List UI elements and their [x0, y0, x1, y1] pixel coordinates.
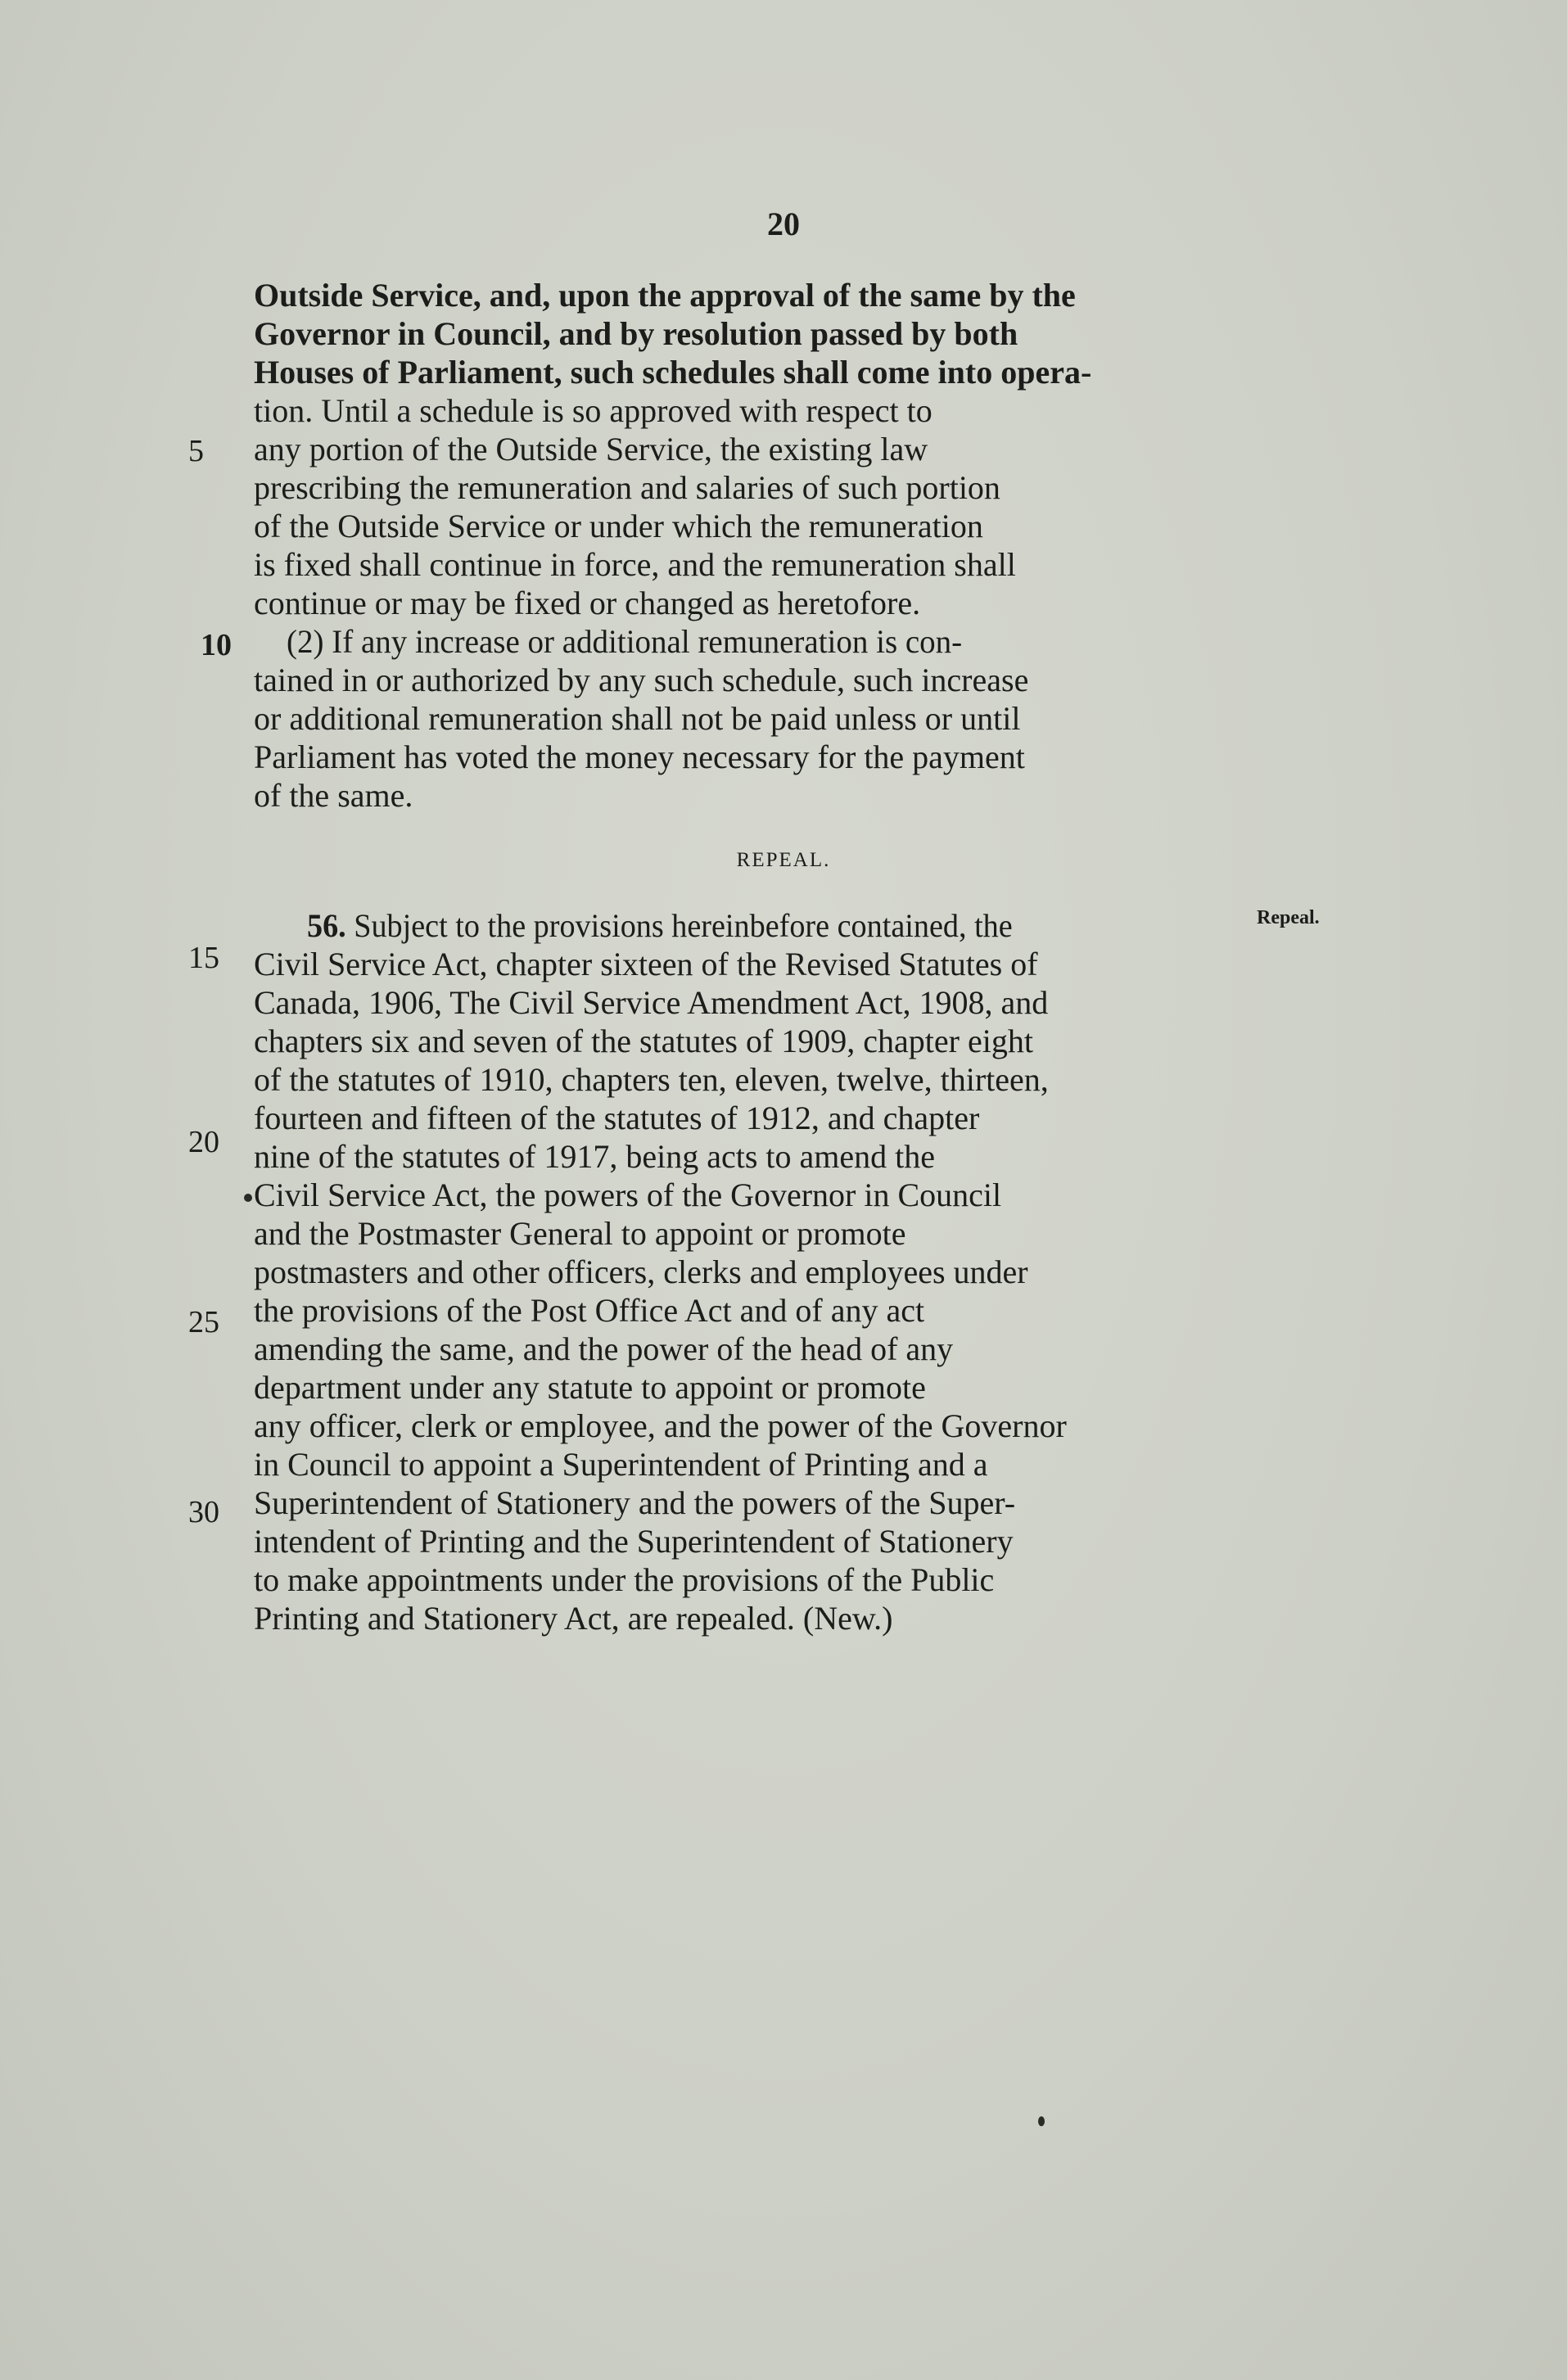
text-line: department under any statute to appoint or promote — [254, 1369, 926, 1406]
text-line: Civil Service Act, chapter sixteen of the Revised Statutes of — [254, 946, 1038, 982]
section-number: 56. — [307, 907, 346, 944]
ink-speck — [244, 1194, 252, 1202]
text-line: any officer, clerk or employee, and the power of the Governor — [254, 1407, 1067, 1444]
line-number: 15 — [188, 941, 219, 975]
text-line: Houses of Parliament, such schedules shall come into opera- — [254, 354, 1092, 391]
text-line: the provisions of the Post Office Act and of any act — [254, 1292, 925, 1329]
text-line: tained in or authorized by any such schedule, such increase — [254, 662, 1029, 698]
text-line: is fixed shall continue in force, and the remuneration shall — [254, 546, 1016, 583]
text-line: Outside Service, and, upon the approval of the same by the — [254, 277, 1076, 314]
text-line: continue or may be fixed or changed as heretofore. — [254, 585, 921, 621]
text-line: in Council to appoint a Superintendent of Printing and a — [254, 1446, 988, 1483]
text-line: to make appointments under the provisions of the Public — [254, 1561, 995, 1598]
text-line: of the statutes of 1910, chapters ten, eleven, twelve, thirteen, — [254, 1061, 1049, 1098]
text-line: Canada, 1906, The Civil Service Amendment Act, 1908, and — [254, 984, 1049, 1021]
text-line: or additional remuneration shall not be paid unless or until — [254, 700, 1021, 737]
section-first-text: Subject to the provisions hereinbefore contained, the — [354, 907, 1013, 944]
text-line: fourteen and fifteen of the statutes of 1912, and chapter — [254, 1100, 980, 1136]
ink-speck — [1038, 2116, 1045, 2126]
text-line: Civil Service Act, the powers of the Governor in Council — [254, 1176, 1002, 1213]
section-heading: REPEAL. — [736, 849, 831, 871]
line-number: 20 — [188, 1125, 219, 1159]
text-line: Printing and Stationery Act, are repealed. (New.) — [254, 1600, 893, 1637]
text-line: of the Outside Service or under which the remuneration — [254, 508, 983, 544]
text-line: tion. Until a schedule is so approved with respect to — [254, 392, 933, 429]
text-line: any portion of the Outside Service, the existing law — [254, 431, 928, 467]
text-line: of the same. — [254, 777, 413, 814]
text-line: Parliament has voted the money necessary for the payment — [254, 738, 1025, 775]
text-line: intendent of Printing and the Superintendent of Stationery — [254, 1523, 1014, 1560]
line-number: 10 — [201, 628, 232, 662]
text-line: and the Postmaster General to appoint or promote — [254, 1215, 906, 1252]
line-number: 30 — [188, 1495, 219, 1529]
text-line: nine of the statutes of 1917, being acts to amend the — [254, 1138, 936, 1175]
text-line: prescribing the remuneration and salaries of such portion — [254, 469, 1000, 506]
line-number: 25 — [188, 1305, 219, 1339]
text-line: chapters six and seven of the statutes of 1909, chapter eight — [254, 1023, 1033, 1059]
page-number: 20 — [767, 205, 800, 242]
line-number: 5 — [188, 434, 204, 468]
text-line: (2) If any increase or additional remuneration is con- — [287, 623, 963, 660]
text-line: Governor in Council, and by resolution passed by both — [254, 315, 1018, 352]
text-line: postmasters and other officers, clerks and employees under — [254, 1253, 1028, 1290]
text-line: amending the same, and the power of the head of any — [254, 1330, 954, 1367]
section-first-line — [307, 907, 1244, 945]
margin-note: Repeal. — [1257, 907, 1320, 928]
text-line: Superintendent of Stationery and the powers of the Super- — [254, 1484, 1016, 1521]
